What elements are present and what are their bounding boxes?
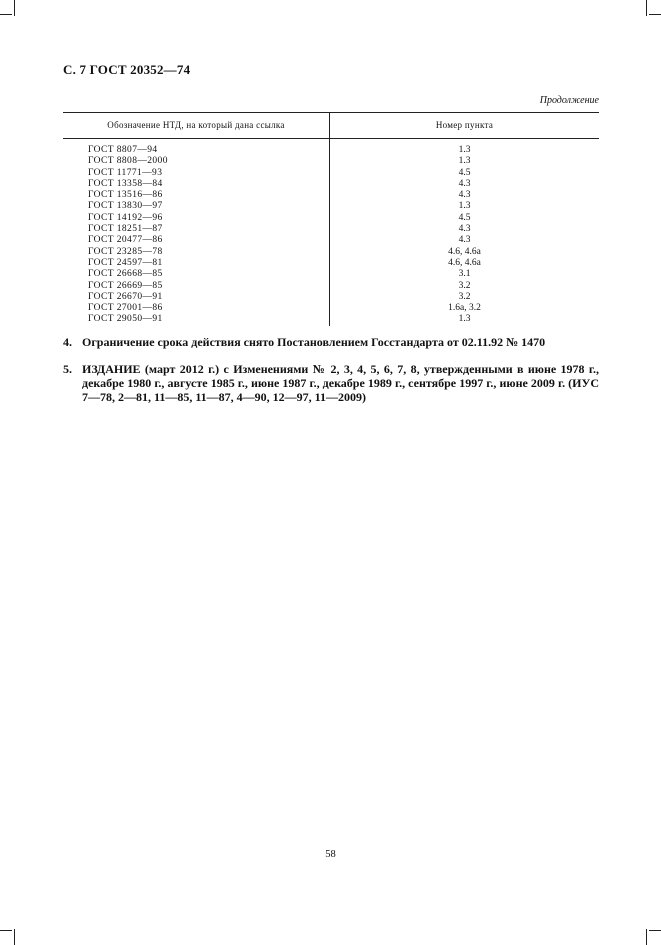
crop-mark-bottom-left-h: [0, 930, 12, 931]
crop-mark-bottom-right-h: [649, 930, 661, 931]
clause-cell: 1.3: [458, 201, 471, 212]
note-text: Ограничение срока действия снято Постановлением Госстандарта от 02.11.92 № 1470: [82, 335, 546, 349]
doc-cell: ГОСТ 20477—86: [63, 235, 330, 246]
doc-cell: ГОСТ 26669—85: [63, 281, 330, 292]
doc-cell: ГОСТ 8808—2000: [63, 156, 330, 167]
table-row: [63, 314, 599, 325]
clause-cell: 4.5: [458, 167, 471, 178]
clause-cell: 4.6, 4.6а: [448, 246, 481, 257]
doc-cell: ГОСТ 8807—94: [63, 139, 330, 157]
table-row: [63, 213, 599, 224]
note-number: 5.: [63, 362, 72, 376]
note-edition: [63, 362, 599, 404]
clause-cell: 4.3: [458, 235, 471, 246]
clause-cell: 1.3: [458, 145, 471, 155]
table-row: [63, 281, 599, 292]
note-number: 4.: [63, 335, 72, 349]
clause-cell: 1.3: [458, 156, 471, 167]
doc-cell: ГОСТ 13358—84: [63, 179, 330, 190]
doc-cell: ГОСТ 23285—78: [63, 247, 330, 258]
doc-cell: ГОСТ 27001—86: [63, 303, 330, 314]
table-body: [63, 139, 599, 326]
doc-cell: ГОСТ 18251—87: [63, 224, 330, 235]
doc-cell: ГОСТ 26668—85: [63, 269, 330, 280]
clause-cell: 4.3: [458, 224, 471, 235]
crop-mark-bottom-left-v: [14, 929, 15, 945]
table-header-row: [63, 113, 599, 139]
table-row: [63, 224, 599, 235]
crop-mark-top-right-h: [649, 14, 661, 15]
clause-cell: 3.1: [458, 269, 471, 280]
doc-cell: ГОСТ 13516—86: [63, 190, 330, 201]
doc-cell: ГОСТ 11771—93: [63, 168, 330, 179]
table-row: [63, 303, 599, 314]
table-row: [63, 179, 599, 190]
note-validity-removed: [63, 335, 599, 349]
reference-table: [63, 112, 599, 326]
note-text: ИЗДАНИЕ (март 2012 г.) с Изменениями № 2, 3, 4, 5, 6, 7, 8, утвержденными в июне 1978 г., декабре 1980 г., августе 1985 г., июне 1987 г., декабре 1989 г., сентябре 1997 г., июне 2009 г. (ИУС 7—78, 2—81, 11—85, 11—87, 4—90, 12—97, 11—2009): [82, 362, 599, 404]
clause-cell: 4.3: [458, 178, 471, 189]
table-row: [63, 269, 599, 280]
table-row: [63, 139, 599, 157]
crop-mark-top-right-v: [646, 0, 647, 16]
doc-cell: ГОСТ 13830—97: [63, 201, 330, 212]
clause-cell: 1.6а, 3.2: [448, 303, 481, 314]
column-header-clause: Номер пункта: [330, 113, 600, 139]
clause-cell: 4.3: [458, 190, 471, 201]
table-row: [63, 190, 599, 201]
doc-cell: ГОСТ 24597—81: [63, 258, 330, 269]
clause-cell: 1.3: [458, 314, 471, 325]
page-header: С. 7 ГОСТ 20352—74: [63, 62, 191, 77]
column-header-document: Обозначение НТД, на который дана ссылка: [63, 113, 330, 139]
table-row: [63, 168, 599, 179]
crop-mark-top-left-h: [0, 14, 12, 15]
clause-cell: 3.2: [458, 280, 471, 291]
table-row: [63, 201, 599, 212]
clause-cell: 4.5: [458, 212, 471, 223]
clause-cell: 3.2: [458, 291, 471, 302]
doc-cell: ГОСТ 14192—96: [63, 213, 330, 224]
table-row: [63, 258, 599, 269]
table-row: [63, 247, 599, 258]
table-row: [63, 292, 599, 303]
page-number: 58: [325, 849, 336, 860]
continuation-label: Продолжение: [539, 95, 599, 106]
crop-mark-top-left-v: [14, 0, 15, 16]
clause-cell: 4.6, 4.6а: [448, 257, 481, 268]
doc-cell: ГОСТ 26670—91: [63, 292, 330, 303]
table-row: [63, 156, 599, 167]
crop-mark-bottom-right-v: [646, 929, 647, 945]
table-row: [63, 235, 599, 246]
doc-cell: ГОСТ 29050—91: [63, 314, 330, 325]
